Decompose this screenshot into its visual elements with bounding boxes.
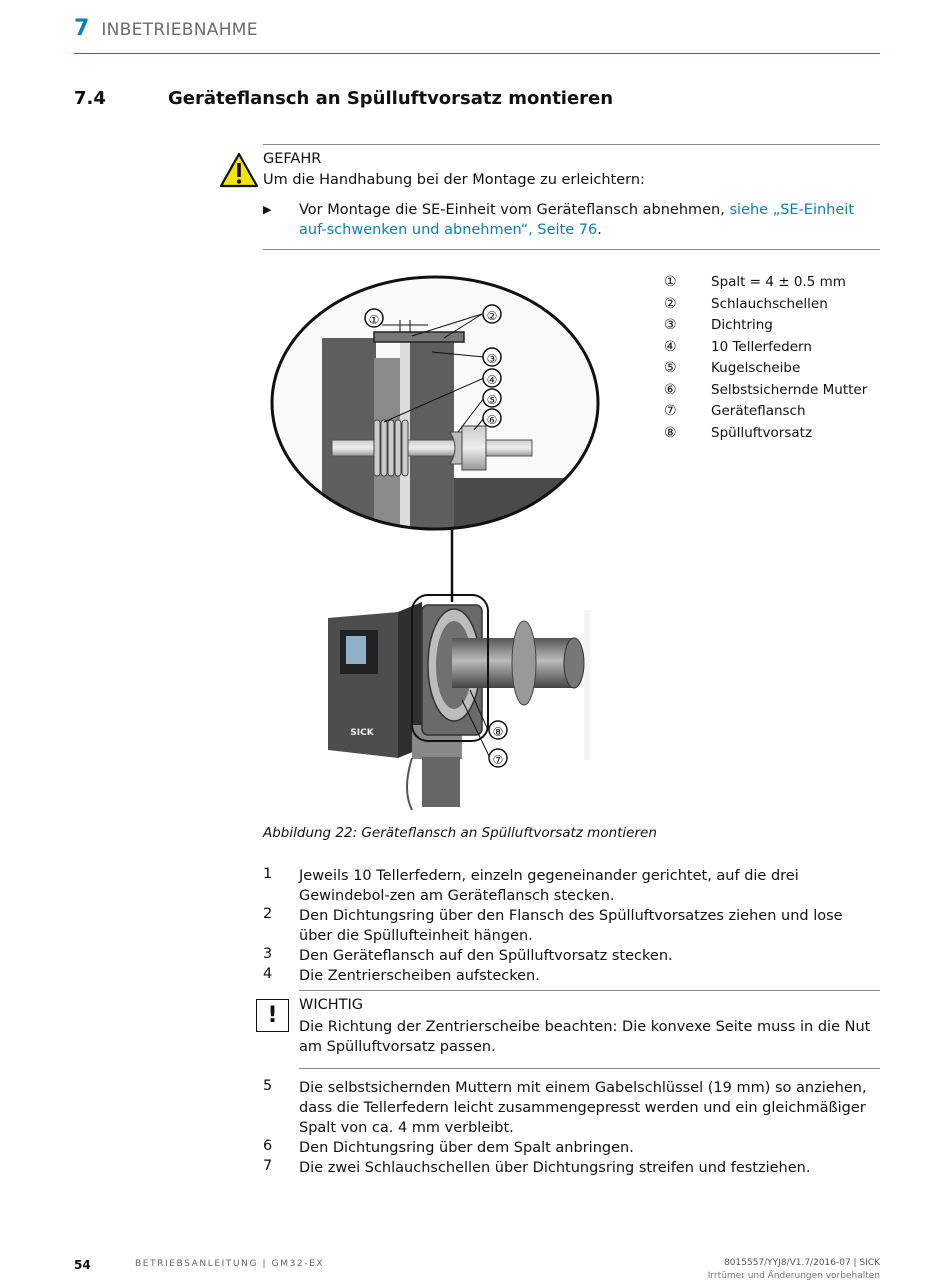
danger-bullet — [299, 200, 879, 240]
cross-reference-link[interactable]: siehe „SE-Einheit auf-schwenken und abnehmen“, Seite 76 — [299, 202, 855, 238]
chapter-title: INBETRIEBNAHME — [101, 20, 258, 40]
mounting-figure — [262, 270, 607, 815]
warning-triangle-icon — [219, 152, 259, 188]
step-text: Die zwei Schlauchschellen über Dichtungsring streifen und festziehen. — [299, 1160, 811, 1176]
step-number: 4 — [263, 966, 273, 982]
step-number: 6 — [263, 1138, 273, 1154]
document-title: BETRIEBSANLEITUNG | GM32-EX — [135, 1259, 325, 1269]
legend-label: Spalt = 4 ± 0.5 mm — [711, 274, 846, 290]
step-text: Den Dichtungsring über den Flansch des Spülluftvorsatzes ziehen und lose über die Spüllufteinheit hängen. — [299, 908, 843, 944]
chapter-number: 7 — [74, 16, 90, 41]
callout-2: ② — [486, 309, 498, 323]
callout-8: ⑧ — [492, 725, 504, 739]
callout-3: ③ — [486, 352, 498, 366]
callout-7: ⑦ — [492, 753, 504, 767]
analyzer-device — [328, 595, 590, 810]
bullet-arrow-icon: ▶ — [263, 203, 272, 216]
step-text: Den Dichtungsring über dem Spalt anbringen. — [299, 1140, 634, 1156]
callout-6: ⑥ — [486, 413, 498, 427]
legend-number: ③ — [664, 317, 677, 333]
legend-label: Geräteflansch — [711, 403, 806, 419]
note-text: Die Richtung der Zentrierscheibe beachten: Die konvexe Seite muss in die Nut am Spülluftvorsatz passen. — [299, 1019, 871, 1055]
legend-label: Spülluftvorsatz — [711, 424, 813, 441]
legend-label: Dichtring — [711, 317, 773, 333]
step-number: 7 — [263, 1158, 273, 1174]
legend-number: ② — [664, 295, 677, 312]
legend-number: ⑥ — [664, 381, 677, 398]
danger-top-rule — [263, 144, 880, 145]
legend-label: Kugelscheibe — [711, 360, 801, 376]
chapter-header — [74, 16, 258, 41]
legend-number: ④ — [664, 338, 677, 355]
bullet-text: Vor Montage die SE-Einheit vom Geräteflansch abnehmen, — [299, 202, 730, 218]
page-number: 54 — [74, 1258, 91, 1272]
danger-bottom-rule — [263, 249, 880, 250]
callout-4: ④ — [486, 373, 498, 387]
danger-text: Um die Handhabung bei der Montage zu erleichtern: — [263, 172, 645, 188]
note-bottom-rule — [299, 1068, 880, 1069]
legend-number: ⑦ — [664, 403, 677, 419]
legend-label: 10 Tellerfedern — [711, 338, 812, 355]
danger-title: GEFAHR — [263, 151, 322, 167]
legend-number: ① — [664, 274, 677, 290]
device-brand-label: SICK — [350, 728, 374, 738]
step-number: 2 — [263, 906, 273, 922]
callout-5: ⑤ — [486, 393, 498, 407]
step-text: Die selbstsichernden Muttern mit einem Gabelschlüssel (19 mm) so anziehen, dass die Tellerfedern leicht zusammengepresst werden und ein gleichmäßiger Spalt von ca. 4 mm verbleibt. — [299, 1080, 867, 1136]
important-exclamation-icon: ! — [256, 999, 289, 1032]
header-divider — [74, 53, 880, 54]
figure-caption: Abbildung 22: Geräteflansch an Spülluftvorsatz montieren — [263, 825, 657, 841]
disclaimer: Irrtümer und Änderungen vorbehalten — [707, 1271, 880, 1281]
step-text: Jeweils 10 Tellerfedern, einzeln gegeneinander gerichtet, auf die drei Gewindebol-zen am Geräteflansch stecken. — [299, 868, 799, 904]
legend-number: ⑧ — [664, 424, 677, 441]
detail-view — [262, 270, 607, 540]
bullet-end: . — [597, 222, 602, 238]
document-reference: 8015557/YYJ8/V1.7/2016-07 | SICK — [724, 1258, 880, 1268]
step-text: Den Geräteflansch auf den Spülluftvorsatz stecken. — [299, 948, 673, 964]
note-title: WICHTIG — [299, 997, 364, 1013]
section-number: 7.4 — [74, 88, 106, 109]
step-number: 5 — [263, 1078, 273, 1094]
callout-1: ① — [368, 313, 380, 327]
note-top-rule — [299, 990, 880, 991]
step-text: Die Zentrierscheiben aufstecken. — [299, 968, 540, 984]
step-number: 3 — [263, 946, 273, 962]
step-number: 1 — [263, 866, 273, 882]
legend-label: Selbstsichernde Mutter — [711, 381, 868, 398]
legend-label: Schlauchschellen — [711, 295, 828, 312]
legend-number: ⑤ — [664, 360, 677, 376]
section-title: Geräteflansch an Spülluftvorsatz montieren — [168, 88, 614, 109]
